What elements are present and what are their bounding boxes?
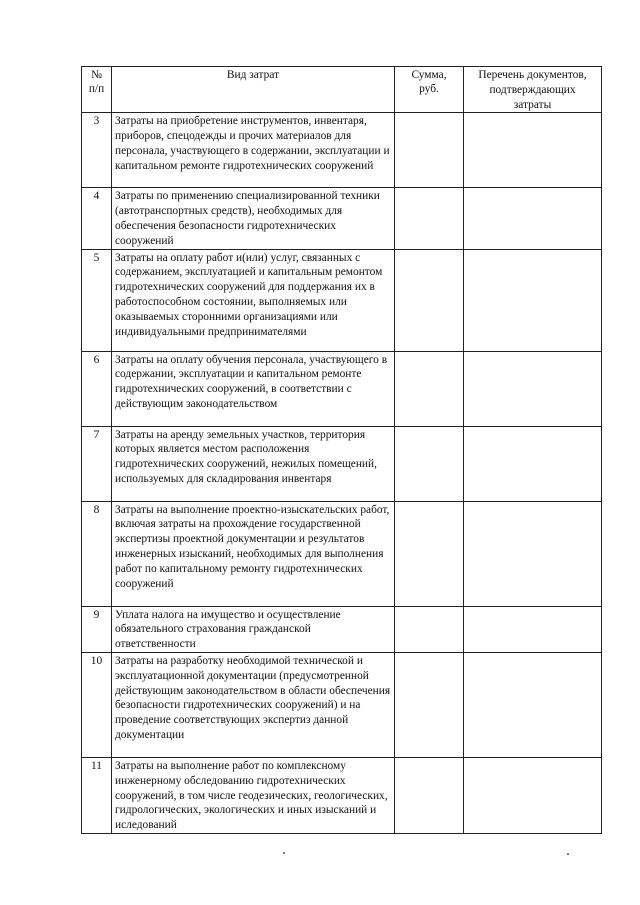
row-number: 4 <box>82 188 112 249</box>
row-number: 9 <box>82 606 112 652</box>
documents-cell <box>464 652 602 757</box>
documents-cell <box>464 351 602 426</box>
documents-cell <box>464 426 602 501</box>
cost-description: Затраты на аренду земельных участков, территория которых является местом расположения гидротехнических сооружений, нежилых помещений, используемых для складирования инвентаря <box>112 426 395 501</box>
sum-cell <box>395 426 464 501</box>
sum-cell <box>395 757 464 833</box>
table-row <box>82 652 602 757</box>
row-number: 11 <box>82 757 112 833</box>
sum-cell <box>395 652 464 757</box>
header-cost-type: Вид затрат <box>112 67 395 113</box>
cost-description: Затраты на выполнение работ по комплексному инженерному обследованию гидротехнических сооружений, в том числе геодезических, геологических, гидрологических, экологических и иных изысканий и иследований <box>112 757 395 833</box>
sum-cell <box>395 188 464 249</box>
table-row <box>82 426 602 501</box>
cost-description: Затраты на выполнение проектно-изыскательских работ, включая затраты на прохождение государственной экспертизы проектной документации и результатов инженерных изысканий, необходимых для выполнения работ по капитальному ремонту гидротехнических сооружений <box>112 501 395 606</box>
sum-cell <box>395 606 464 652</box>
documents-cell <box>464 113 602 188</box>
header-documents: Перечень документов, подтверждающих затраты <box>464 67 602 113</box>
header-sum: Сумма, руб. <box>395 67 464 113</box>
cost-description: Затраты на оплату работ и(или) услуг, связанных с содержанием, эксплуатацией и капитальным ремонтом гидротехнических сооружений для поддержания их в работоспособном состоянии, выполняемых или оказываемых сторонними организациями или индивидуальными предпринимателями <box>112 249 395 351</box>
documents-cell <box>464 757 602 833</box>
cost-description: Уплата налога на имущество и осуществление обязательного страхования гражданской ответственности <box>112 606 395 652</box>
cost-description: Затраты на разработку необходимой технической и эксплуатационной документации (предусмотренной действующим законодательством в области обеспечения безопасности гидротехнических сооружений) и на проведение соответствующих экспертиз данной документации <box>112 652 395 757</box>
costs-table <box>81 66 602 834</box>
cost-description: Затраты на оплату обучения персонала, участвующего в содержании, эксплуатации и капитальном ремонте гидротехнических сооружений, в соответствии с действующим законодательством <box>112 351 395 426</box>
table-row <box>82 757 602 833</box>
documents-cell <box>464 606 602 652</box>
row-number: 10 <box>82 652 112 757</box>
table-row <box>82 113 602 188</box>
row-number: 5 <box>82 249 112 351</box>
row-number: 8 <box>82 501 112 606</box>
table-row <box>82 188 602 249</box>
cost-description: Затраты по применению специализированной техники (автотранспортных средств), необходимых для обеспечения безопасности гидротехнических сооружений <box>112 188 395 249</box>
table-row <box>82 249 602 351</box>
scan-speck <box>567 853 569 855</box>
documents-cell <box>464 501 602 606</box>
table-row <box>82 606 602 652</box>
documents-cell <box>464 249 602 351</box>
table-header-row <box>82 67 602 113</box>
documents-cell <box>464 188 602 249</box>
sum-cell <box>395 249 464 351</box>
table-row <box>82 351 602 426</box>
row-number: 7 <box>82 426 112 501</box>
scan-speck <box>283 852 285 854</box>
row-number: 6 <box>82 351 112 426</box>
header-number: № п/п <box>82 67 112 113</box>
cost-description: Затраты на приобретение инструментов, инвентаря, приборов, спецодежды и прочих материалов для персонала, участвующего в содержании, эксплуатации и капитальном ремонте гидротехнических сооружений <box>112 113 395 188</box>
row-number: 3 <box>82 113 112 188</box>
sum-cell <box>395 501 464 606</box>
sum-cell <box>395 351 464 426</box>
table-row <box>82 501 602 606</box>
sum-cell <box>395 113 464 188</box>
